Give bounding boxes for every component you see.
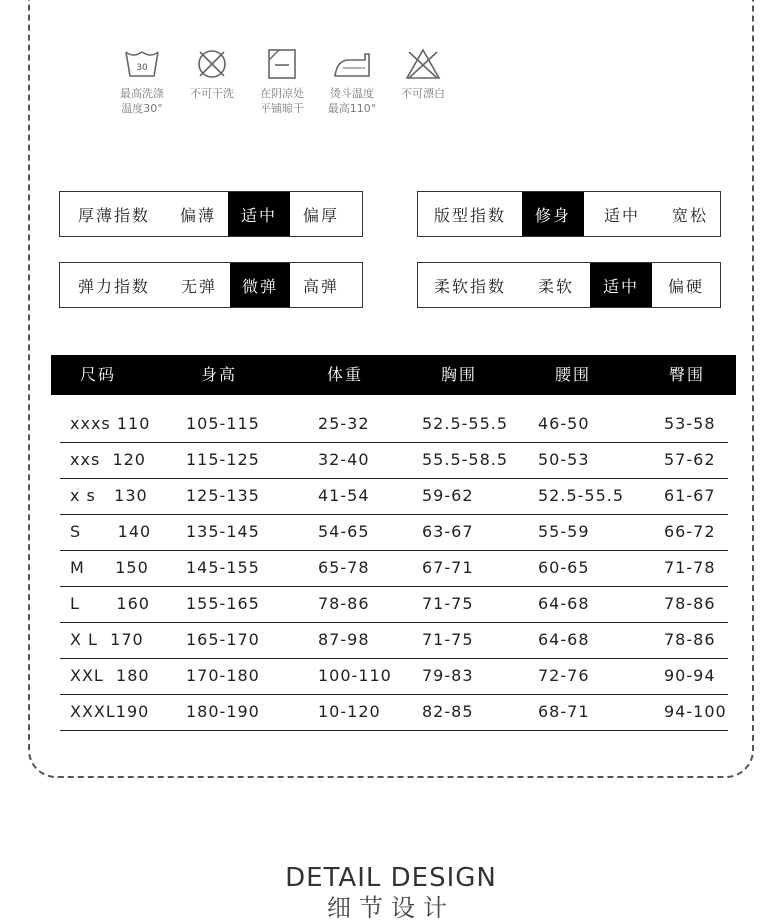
index-option: 无弹 — [180, 276, 217, 296]
table-cell: 115-125 — [186, 450, 260, 469]
table-row — [60, 478, 728, 515]
table-cell: 71-75 — [422, 594, 474, 613]
table-cell: S 140 — [70, 522, 152, 541]
table-cell: 63-67 — [422, 522, 474, 541]
elasticity-index — [59, 262, 363, 308]
table-cell: 10-120 — [318, 702, 381, 721]
table-cell: xxs 120 — [70, 450, 146, 469]
wash-30-icon — [124, 48, 160, 80]
index-option: 柔软 — [537, 276, 574, 296]
table-cell: 52.5-55.5 — [422, 414, 509, 433]
table-cell: 53-58 — [664, 414, 716, 433]
table-cell: 66-72 — [664, 522, 716, 541]
table-cell: 41-54 — [318, 486, 370, 505]
table-cell: XXL 180 — [70, 666, 150, 685]
header-chest: 胸围 — [441, 365, 478, 384]
detail-title: DETAIL DESIGN — [285, 863, 497, 893]
index-option-selected: 修身 — [522, 192, 584, 236]
fit-index — [417, 191, 721, 237]
care-no-dry-clean — [184, 48, 240, 101]
iron-110-icon — [331, 48, 373, 80]
table-cell: 61-67 — [664, 486, 716, 505]
table-row — [60, 406, 728, 443]
table-cell: 105-115 — [186, 414, 260, 433]
table-cell: 25-32 — [318, 414, 370, 433]
index-title: 厚薄指数 — [77, 205, 150, 225]
table-cell: 87-98 — [318, 630, 370, 649]
care-iron — [324, 48, 380, 116]
size-table-header — [51, 355, 736, 395]
table-cell: 165-170 — [186, 630, 260, 649]
table-cell: 67-71 — [422, 558, 474, 577]
table-cell: M 150 — [70, 558, 149, 577]
table-row — [60, 622, 728, 659]
table-cell: 100-110 — [318, 666, 392, 685]
table-cell: 54-65 — [318, 522, 370, 541]
table-row — [60, 550, 728, 587]
table-cell: 125-135 — [186, 486, 260, 505]
index-option-selected: 适中 — [590, 263, 652, 307]
table-cell: XXXL190 — [70, 702, 150, 721]
table-row — [60, 658, 728, 695]
table-row — [60, 514, 728, 551]
care-label: 不可干洗 — [190, 87, 234, 100]
care-label: 在阴凉处 平铺晾干 — [260, 87, 304, 115]
table-row — [60, 442, 728, 479]
table-cell: 78-86 — [318, 594, 370, 613]
table-cell: 79-83 — [422, 666, 474, 685]
table-cell: 170-180 — [186, 666, 260, 685]
table-cell: X L 170 — [70, 630, 144, 649]
table-cell: 78-86 — [664, 630, 716, 649]
care-flat-dry — [254, 48, 310, 116]
table-cell: 32-40 — [318, 450, 370, 469]
table-cell: 72-76 — [538, 666, 590, 685]
index-option: 宽松 — [671, 205, 708, 225]
table-cell: 57-62 — [664, 450, 716, 469]
table-cell: 55.5-58.5 — [422, 450, 509, 469]
index-option: 偏厚 — [302, 205, 339, 225]
table-cell: 68-71 — [538, 702, 590, 721]
index-option-selected: 微弹 — [230, 263, 290, 307]
index-option: 偏薄 — [179, 205, 216, 225]
flat-dry-shade-icon — [266, 48, 298, 80]
table-cell: xxxs 110 — [70, 414, 151, 433]
table-cell: 52.5-55.5 — [538, 486, 625, 505]
table-cell: 64-68 — [538, 594, 590, 613]
header-height: 身高 — [201, 365, 238, 384]
thickness-index — [59, 191, 363, 237]
index-option: 高弹 — [302, 276, 339, 296]
index-option-selected: 适中 — [228, 192, 290, 236]
table-cell: 71-75 — [422, 630, 474, 649]
table-cell: 60-65 — [538, 558, 590, 577]
care-no-bleach — [394, 48, 452, 101]
care-label: 最高洗涤 温度30° — [120, 87, 164, 115]
table-cell: 46-50 — [538, 414, 590, 433]
table-cell: 64-68 — [538, 630, 590, 649]
table-cell: 71-78 — [664, 558, 716, 577]
table-cell: 59-62 — [422, 486, 474, 505]
table-cell: 55-59 — [538, 522, 590, 541]
header-size: 尺码 — [80, 365, 117, 384]
table-cell: 145-155 — [186, 558, 260, 577]
index-title: 柔软指数 — [433, 276, 506, 296]
no-dry-clean-icon — [196, 48, 228, 80]
softness-index — [417, 262, 721, 308]
table-cell: 82-85 — [422, 702, 474, 721]
table-row — [60, 586, 728, 623]
header-weight: 体重 — [327, 365, 364, 384]
table-cell: 155-165 — [186, 594, 260, 613]
svg-text:30: 30 — [136, 63, 148, 73]
table-cell: 180-190 — [186, 702, 260, 721]
care-label: 不可漂白 — [401, 87, 445, 100]
table-row — [60, 694, 728, 731]
table-cell: 78-86 — [664, 594, 716, 613]
header-hip: 臀围 — [669, 365, 706, 384]
table-cell: 50-53 — [538, 450, 590, 469]
index-title: 弹力指数 — [77, 276, 150, 296]
header-waist: 腰围 — [555, 365, 592, 384]
no-bleach-icon — [405, 48, 441, 80]
table-cell: 90-94 — [664, 666, 716, 685]
care-wash — [114, 48, 170, 116]
table-cell: 65-78 — [318, 558, 370, 577]
table-cell: x s 130 — [70, 486, 148, 505]
index-option: 适中 — [603, 205, 640, 225]
table-cell: 135-145 — [186, 522, 260, 541]
index-title: 版型指数 — [433, 205, 506, 225]
index-option: 偏硬 — [667, 276, 704, 296]
table-cell: L 160 — [70, 594, 150, 613]
detail-subtitle: 细节设计 — [327, 894, 455, 922]
care-label: 烫斗温度 最高110° — [327, 87, 377, 115]
table-cell: 94-100 — [664, 702, 727, 721]
